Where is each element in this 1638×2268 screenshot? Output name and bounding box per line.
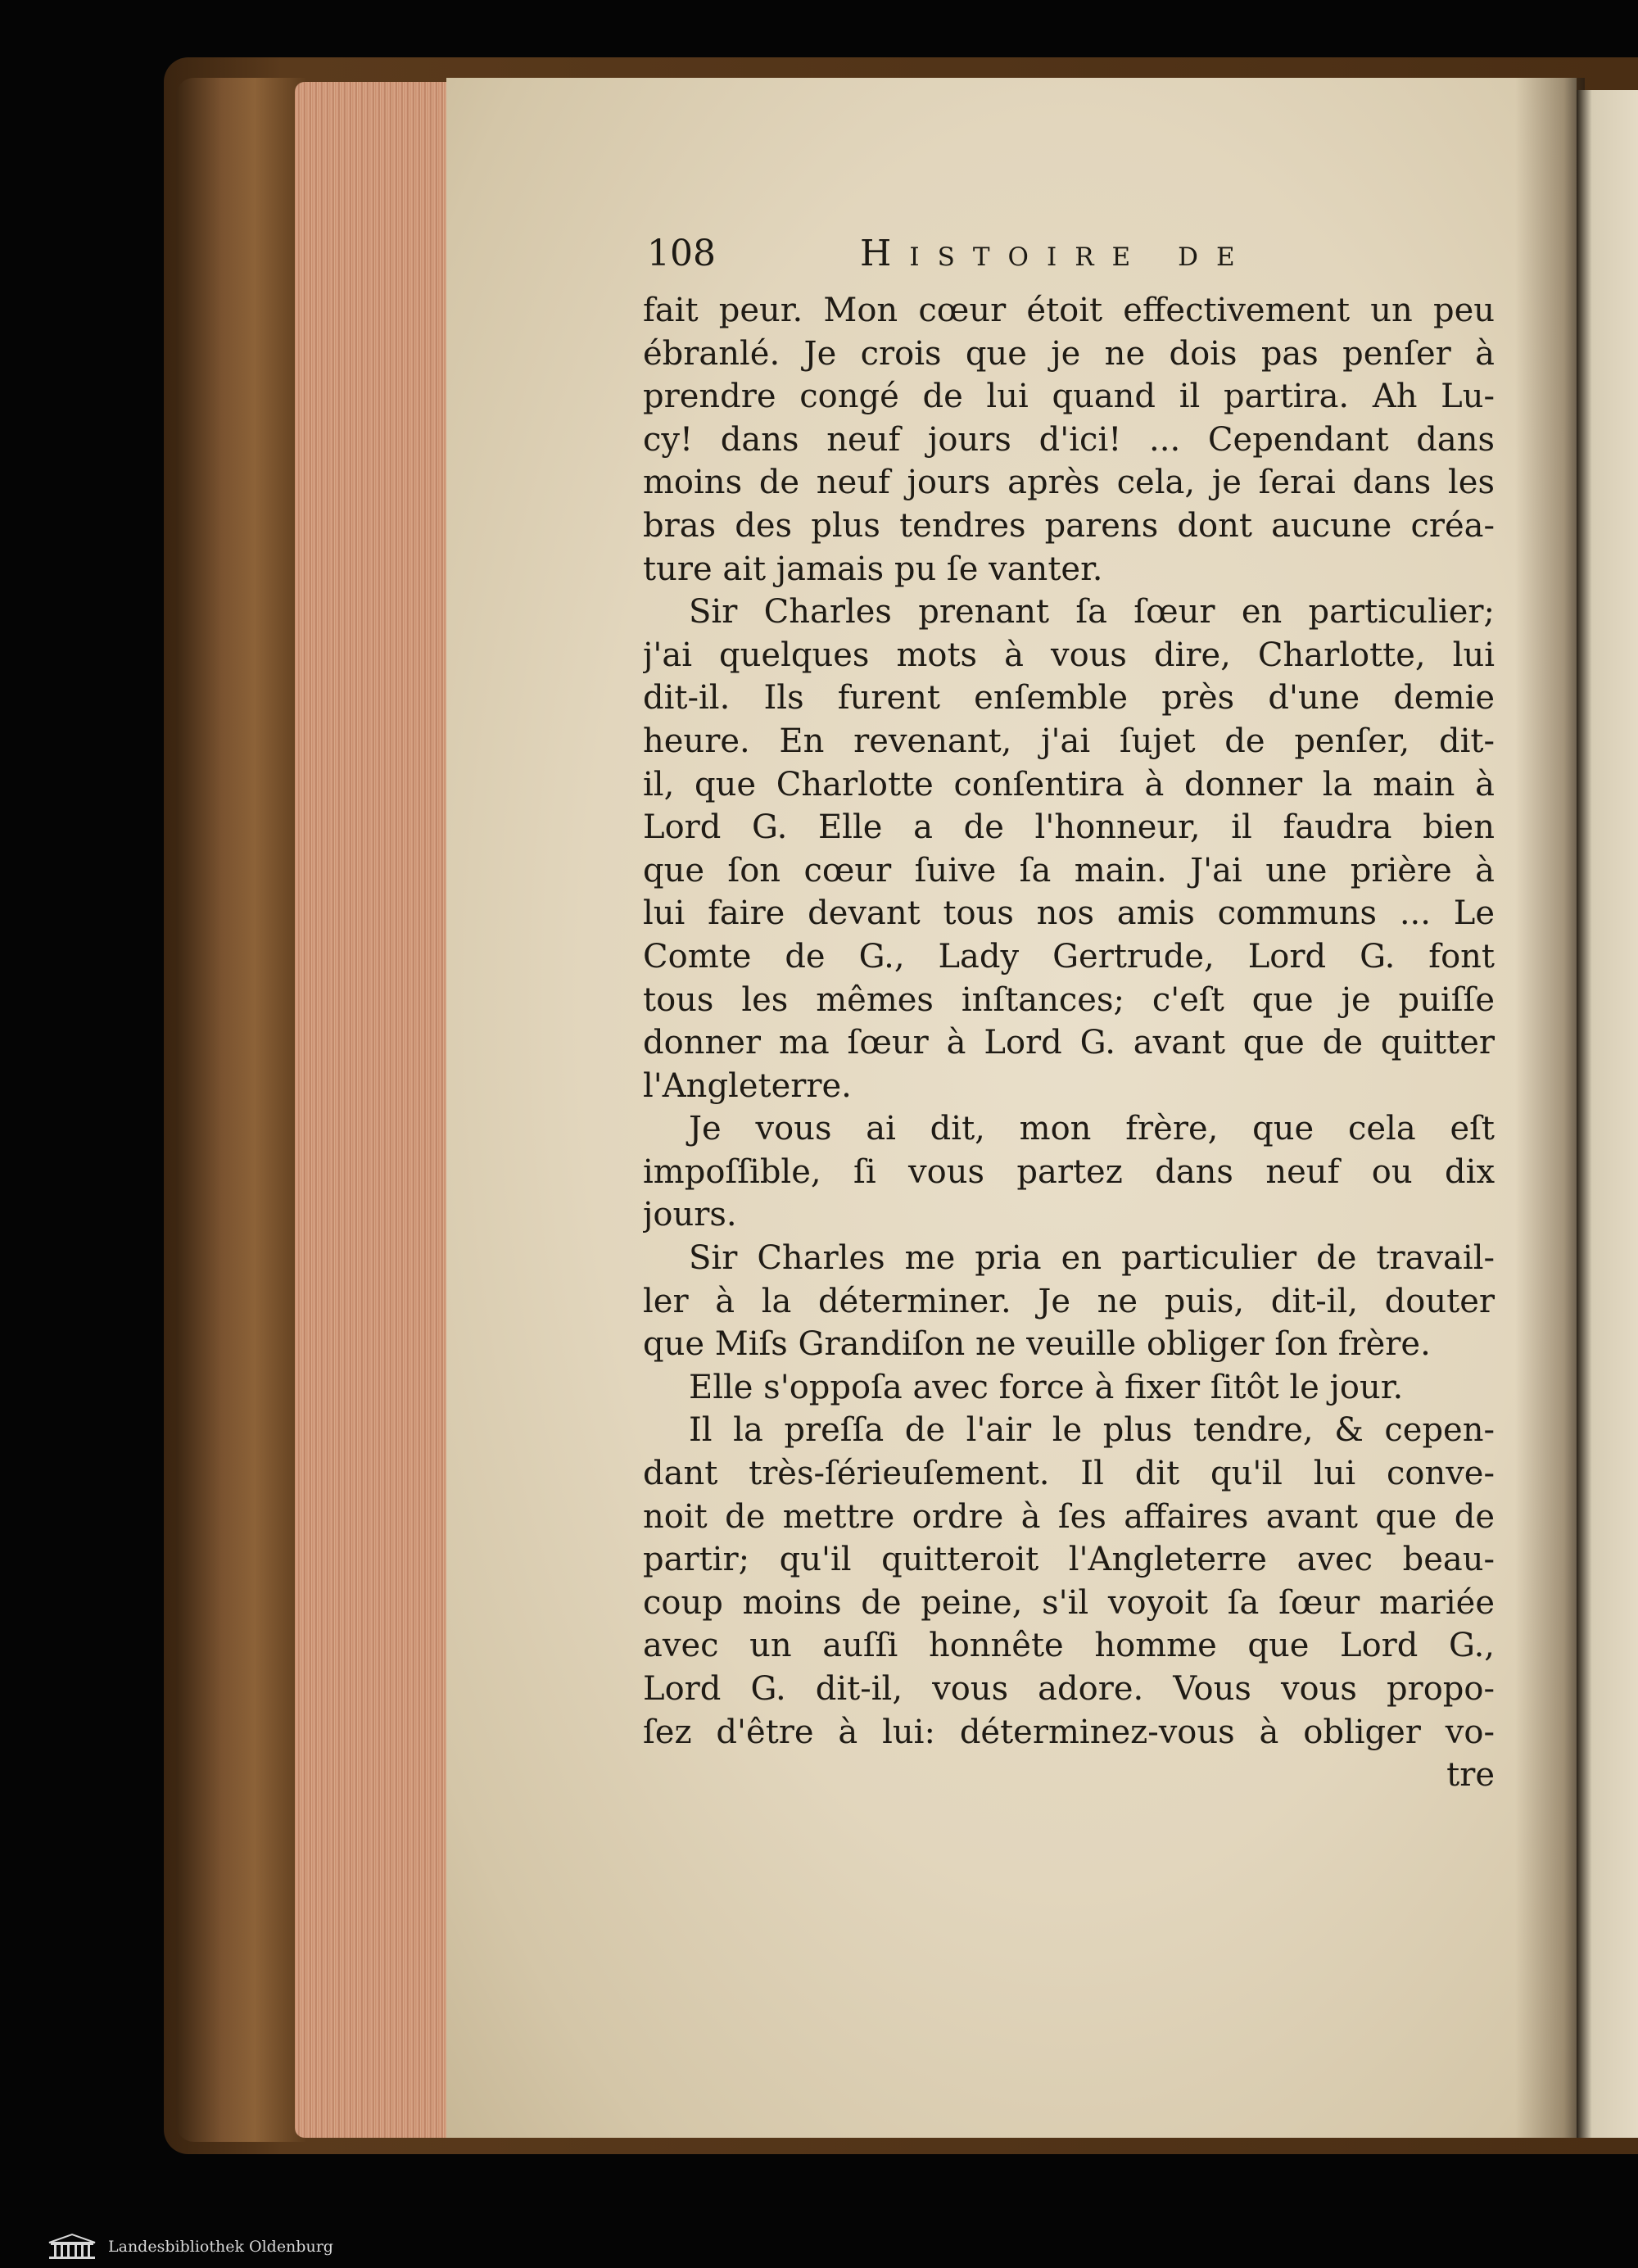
page-text bbox=[643, 289, 1495, 1797]
text-line: Je vous ai dit, mon frère, que cela eſt bbox=[689, 1110, 1495, 1148]
text-line: Lord G. Elle a de l'honneur, il faudra bien bbox=[643, 808, 1495, 847]
text-line: impoſſible, ſi vous partez dans neuf ou dix bbox=[643, 1152, 1495, 1191]
text-line: dant très-ſérieuſement. Il dit qu'il lui conve- bbox=[643, 1455, 1495, 1493]
text-line: tous les mêmes inſtances; c'eſt que je puiſſe bbox=[643, 980, 1495, 1019]
catchword: tre bbox=[1446, 1756, 1495, 1795]
text-line: que Miſs Grandiſon ne veuille obliger ſon frère. bbox=[643, 1325, 1431, 1364]
library-building-icon bbox=[48, 2233, 97, 2261]
page-edges bbox=[295, 82, 459, 2138]
page-number: 108 bbox=[647, 233, 716, 274]
text-line: Elle s'oppoſa avec force à fixer ſitôt le jour. bbox=[689, 1368, 1404, 1406]
text-line: ler à la déterminer. Je ne puis, dit-il, douter bbox=[643, 1282, 1495, 1320]
text-line: cy! dans neuf jours d'ici! ... Cependant dans bbox=[643, 420, 1495, 459]
text-line: Lord G. dit-il, vous adore. Vous vous propo- bbox=[643, 1670, 1495, 1708]
facing-page-edge bbox=[1577, 90, 1638, 2138]
text-line: ébranlé. Je crois que je ne dois pas penſer à bbox=[643, 334, 1495, 373]
text-line: Sir Charles me pria en particulier de travail- bbox=[689, 1239, 1495, 1278]
text-line: bras des plus tendres parens dont aucune créa- bbox=[643, 506, 1495, 545]
text-line: moins de neuf jours après cela, je ſerai dans les bbox=[643, 464, 1495, 502]
text-line: Comte de G., Lady Gertrude, Lord G. font bbox=[643, 937, 1495, 976]
page-gutter-shadow bbox=[1515, 78, 1585, 2138]
library-name: Landesbibliothek Oldenburg bbox=[108, 2238, 333, 2256]
text-line: prendre congé de lui quand il partira. Ah Lu- bbox=[643, 378, 1495, 416]
running-head: Histoire de bbox=[860, 233, 1253, 274]
text-line: il, que Charlotte conſentira à donner la main à bbox=[643, 765, 1495, 804]
text-line: coup moins de peine, s'il voyoit ſa ſœur mariée bbox=[643, 1583, 1495, 1622]
page-header bbox=[647, 225, 1466, 283]
book-binding-edge bbox=[176, 78, 307, 2142]
text-line: heure. En revenant, j'ai ſujet de penſer, dit- bbox=[643, 722, 1495, 760]
text-line: lui faire devant tous nos amis communs ... Le bbox=[643, 894, 1495, 933]
text-line: ture ait jamais pu ſe vanter. bbox=[643, 550, 1103, 588]
text-line: j'ai quelques mots à vous dire, Charlotte, lui bbox=[643, 636, 1495, 674]
text-line: Sir Charles prenant ſa ſœur en particulier; bbox=[689, 593, 1495, 632]
text-line: l'Angleterre. bbox=[643, 1066, 852, 1105]
text-line: fait peur. Mon cœur étoit effectivement un peu bbox=[643, 292, 1495, 329]
text-line: Il la preſſa de l'air le plus tendre, & cepen- bbox=[689, 1411, 1495, 1450]
text-line: avec un auſſi honnête homme que Lord G., bbox=[643, 1627, 1495, 1665]
text-line: dit-il. Ils furent enſemble près d'une demie bbox=[643, 679, 1495, 718]
text-line: partir; qu'il quitteroit l'Angleterre avec beau- bbox=[643, 1541, 1495, 1579]
text-line: noit de mettre ordre à ſes affaires avant que de bbox=[643, 1497, 1495, 1536]
text-line: donner ma ſœur à Lord G. avant que de quitter bbox=[643, 1024, 1495, 1062]
text-line: jours. bbox=[643, 1196, 737, 1234]
text-line: ſez d'être à lui: déterminez-vous à obliger vo- bbox=[643, 1713, 1495, 1751]
text-line: que ſon cœur ſuive ſa main. J'ai une prière à bbox=[643, 851, 1495, 890]
